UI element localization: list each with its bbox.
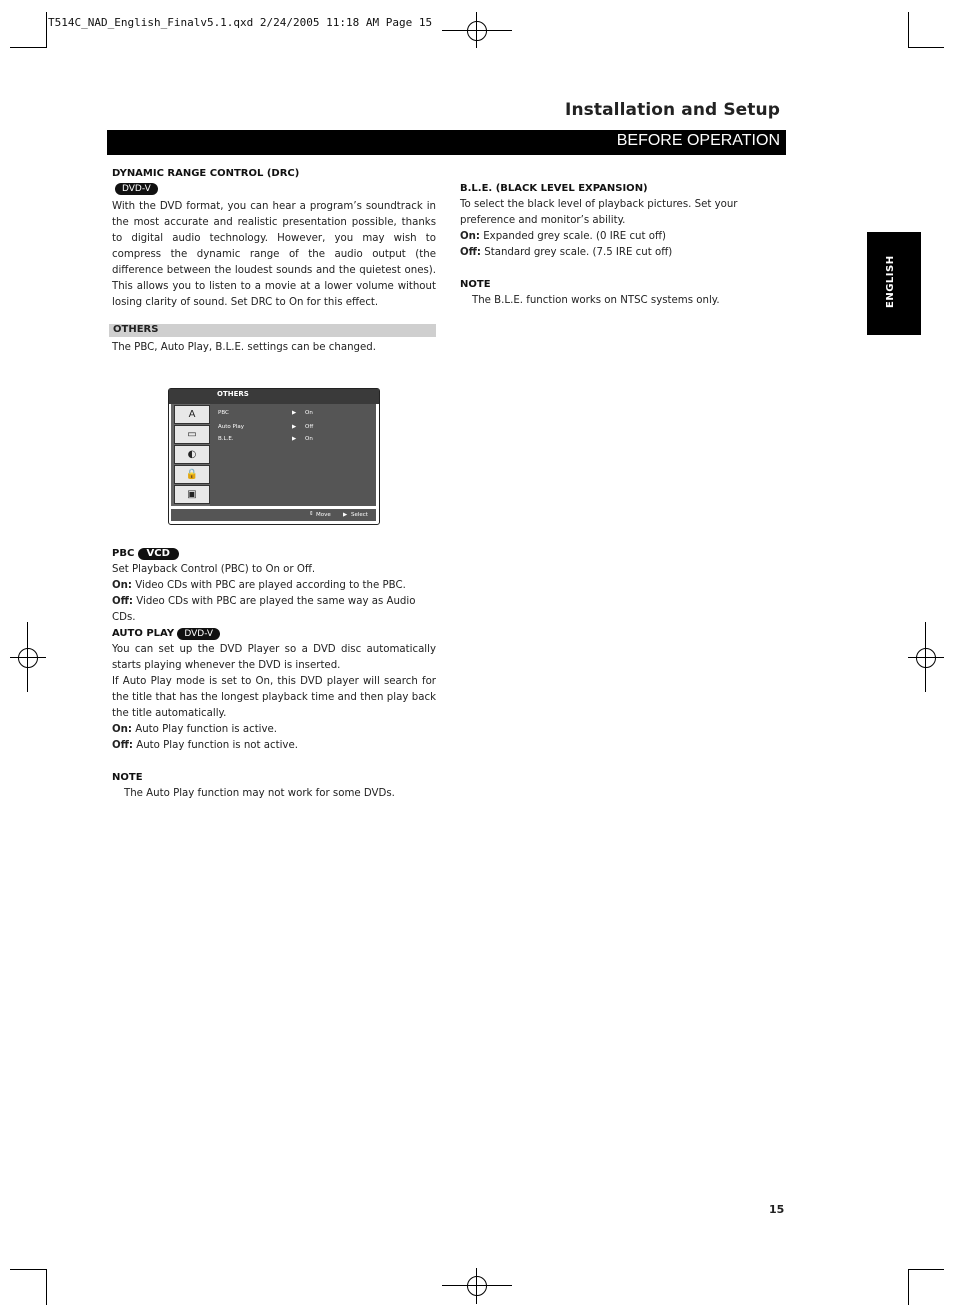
- pbc-section: [112, 546, 436, 626]
- pbc-intro: Set Playback Control (PBC) to On or Off.: [112, 564, 316, 575]
- osd-row-value: On: [305, 436, 313, 442]
- pbc-on-text: Video CDs with PBC are played according to the PBC.: [132, 580, 406, 591]
- ble-note: The B.L.E. function works on NTSC systems only.: [472, 295, 720, 306]
- osd-footer: [171, 509, 376, 521]
- crop-mark: [908, 1269, 944, 1270]
- pbc-off-text: Video CDs with PBC are played the same way as Audio CDs.: [112, 596, 416, 623]
- pbc-badge: VCD: [138, 548, 179, 560]
- ble-on-text: Expanded grey scale. (0 IRE cut off): [480, 231, 666, 242]
- osd-row-label: Auto Play: [218, 424, 244, 430]
- updown-icon: ⇕: [309, 511, 314, 517]
- language-tab: [867, 232, 921, 335]
- arrow-right-icon: ▶: [292, 410, 297, 416]
- osd-sidebar: [171, 404, 210, 506]
- section-bar: [107, 130, 786, 155]
- drc-heading: DYNAMIC RANGE CONTROL (DRC): [112, 168, 300, 179]
- osd-title: OTHERS: [217, 390, 249, 398]
- autoplay-section: [112, 626, 436, 802]
- autoplay-note-heading: NOTE: [112, 772, 143, 783]
- autoplay-badge: DVD-V: [177, 628, 220, 640]
- autoplay-off-text: Auto Play function is not active.: [133, 740, 298, 751]
- ble-off-label: Off:: [460, 247, 481, 258]
- pbc-off-label: Off:: [112, 596, 133, 607]
- crop-mark: [10, 47, 46, 48]
- arrow-right-icon: ▶: [343, 512, 348, 518]
- autoplay-heading: AUTO PLAY: [112, 628, 175, 639]
- drc-body: With the DVD format, you can hear a program’s soundtrack in the most accurate and realistic presentation possible, thanks to digital audio technology. However, you may wish to compress the dynamic range of the audio output (the difference between the loudest sounds and the quietest ones). This allows you to listen to a movie at a lower volume without losing clarity of sound. Set DRC to On for this effect.: [112, 201, 436, 308]
- lock-icon: 🔒: [174, 465, 210, 484]
- crop-mark: [10, 1269, 46, 1270]
- ble-on-label: On:: [460, 231, 480, 242]
- osd-row-label: B.L.E.: [218, 436, 234, 442]
- autoplay-para-2: If Auto Play mode is set to On, this DVD player will search for the title that has the longest playback time and then play back the title automatically.: [112, 676, 436, 719]
- file-header: T514C_NAD_English_Finalv5.1.qxd 2/24/2005 11:18 AM Page 15: [48, 16, 433, 29]
- osd-row-value: On: [305, 410, 313, 416]
- osd-row-label: PBC: [218, 410, 229, 416]
- pbc-heading: PBC: [112, 548, 135, 559]
- autoplay-note: The Auto Play function may not work for some DVDs.: [124, 788, 395, 799]
- arrow-right-icon: ▶: [292, 424, 297, 430]
- section-title: BEFORE OPERATION: [616, 132, 780, 149]
- others-heading: OTHERS: [113, 324, 159, 335]
- osd-row-value: Off: [305, 424, 314, 430]
- arrow-right-icon: ▶: [292, 436, 297, 442]
- crop-mark: [908, 12, 909, 48]
- autoplay-off-label: Off:: [112, 740, 133, 751]
- others-body: The PBC, Auto Play, B.L.E. settings can be changed.: [112, 342, 376, 353]
- osd-select: Select: [351, 512, 368, 518]
- page-title: Installation and Setup: [565, 100, 780, 120]
- language-tab-label: ENGLISH: [885, 255, 896, 308]
- autoplay-on-text: Auto Play function is active.: [132, 724, 278, 735]
- ble-body: To select the black level of playback pictures. Set your preference and monitor’s ability.: [460, 199, 738, 226]
- language-icon: A: [174, 405, 210, 424]
- autoplay-on-label: On:: [112, 724, 132, 735]
- others-icon: ▣: [174, 485, 210, 504]
- page-number: 15: [769, 1203, 785, 1216]
- ble-section: [460, 181, 786, 309]
- ble-off-text: Standard grey scale. (7.5 IRE cut off): [481, 247, 673, 258]
- osd-panel: [210, 404, 376, 506]
- ble-heading: B.L.E. (BLACK LEVEL EXPANSION): [460, 183, 648, 194]
- osd-move: Move: [316, 512, 331, 518]
- others-heading-bar: [109, 324, 436, 337]
- pbc-on-label: On:: [112, 580, 132, 591]
- display-icon: ▭: [174, 425, 210, 444]
- others-menu-screenshot: [168, 388, 380, 525]
- drc-section: [112, 166, 436, 311]
- crop-mark: [908, 1269, 909, 1305]
- autoplay-para-1: You can set up the DVD Player so a DVD disc automatically starts playing whenever the DVD is inserted.: [112, 644, 436, 671]
- ble-note-heading: NOTE: [460, 279, 491, 290]
- audio-icon: ◐: [174, 445, 210, 464]
- crop-mark: [908, 47, 944, 48]
- drc-badge: DVD-V: [115, 183, 158, 195]
- crop-mark: [46, 12, 47, 48]
- crop-mark: [46, 1269, 47, 1305]
